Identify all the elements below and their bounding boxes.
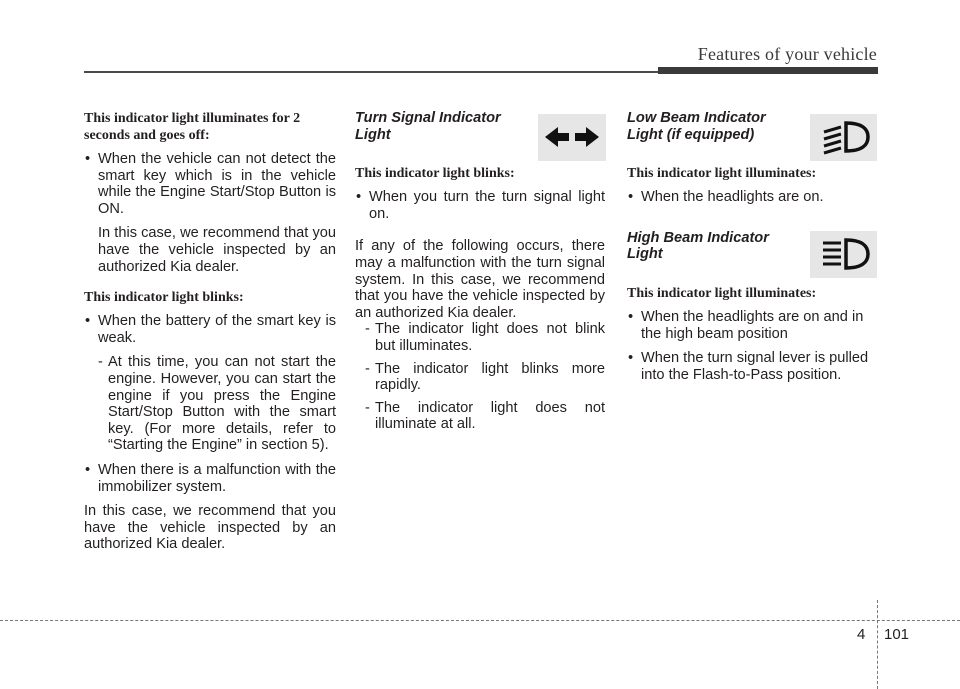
header-title: Features of your vehicle <box>697 44 877 64</box>
section-heading: This indicator light illuminates for 2 seconds and goes off: <box>84 111 301 143</box>
chapter-number: 4 <box>857 626 866 643</box>
header-rule <box>84 71 660 73</box>
dash-item: - The indicator light blinks more rapidly. <box>365 360 605 394</box>
footer-divider <box>0 620 960 621</box>
section-title: Low Beam Indicator Light (if equipped) <box>627 110 766 143</box>
bullet-item: • When there is a malfunction with the immobilizer system. <box>84 462 336 495</box>
section-heading: This indicator light illuminates: <box>627 166 817 182</box>
header-rule-accent <box>658 67 878 74</box>
bullet-note: In this case, we recommend that you have the vehicle inspected by an authorized Kia dealer. <box>98 225 336 275</box>
bullet-item: • When the headlights are on and in the high beam position <box>627 309 879 342</box>
footer-page-divider <box>877 600 878 689</box>
section-heading: This indicator light blinks: <box>84 290 244 306</box>
section-heading: This indicator light illuminates: <box>627 285 817 301</box>
dash-text: At this time, you can not start the engine. However, you can start the engine if you press the Engine Start/Stop Button with the smart key. (For more details, refer to “Starting the Engine” in section 5). <box>108 354 336 454</box>
bullet-item: • When the turn signal lever is pulled into the Flash-to-Pass position. <box>627 350 879 383</box>
bullet-item: • When the battery of the smart key is weak. <box>84 313 336 346</box>
bullet-item: • When the vehicle can not detect the smart key which is in the vehicle while the Engine Start/Stop Button is ON. <box>84 151 336 217</box>
high-beam-headlight-icon <box>810 231 877 278</box>
turn-signal-arrows-icon <box>538 114 606 161</box>
column-smart-key <box>84 110 336 553</box>
section-title: High Beam Indicator Light <box>627 229 769 263</box>
dash-item: - The indicator light does not blink but illuminates. <box>365 321 605 354</box>
bullet-item: • When the headlights are on. <box>627 189 879 206</box>
dash-item: - The indicator light does not illuminate at all. <box>365 399 605 433</box>
paragraph: If any of the following occurs, there may a malfunction with the turn signal system. In this case, we recommend that you have the vehicle inspected by an authorized Kia dealer. <box>355 238 605 321</box>
low-beam-headlight-icon <box>810 114 877 161</box>
dash-item: - At this time, you can not start the engine. However, you can start the engine if you press the Engine Start/Stop Button with the smart key. (For more details, refer to “Starting the Engine” in section 5). <box>98 354 336 454</box>
section-title: Turn Signal Indicator Light <box>355 110 501 143</box>
closing-paragraph: In this case, we recommend that you have the vehicle inspected by an authorized Kia dealer. <box>84 503 336 553</box>
section-heading: This indicator light blinks: <box>355 166 515 182</box>
bullet-item: • When you turn the turn signal light on. <box>355 189 605 222</box>
page-number: 101 <box>884 626 910 643</box>
